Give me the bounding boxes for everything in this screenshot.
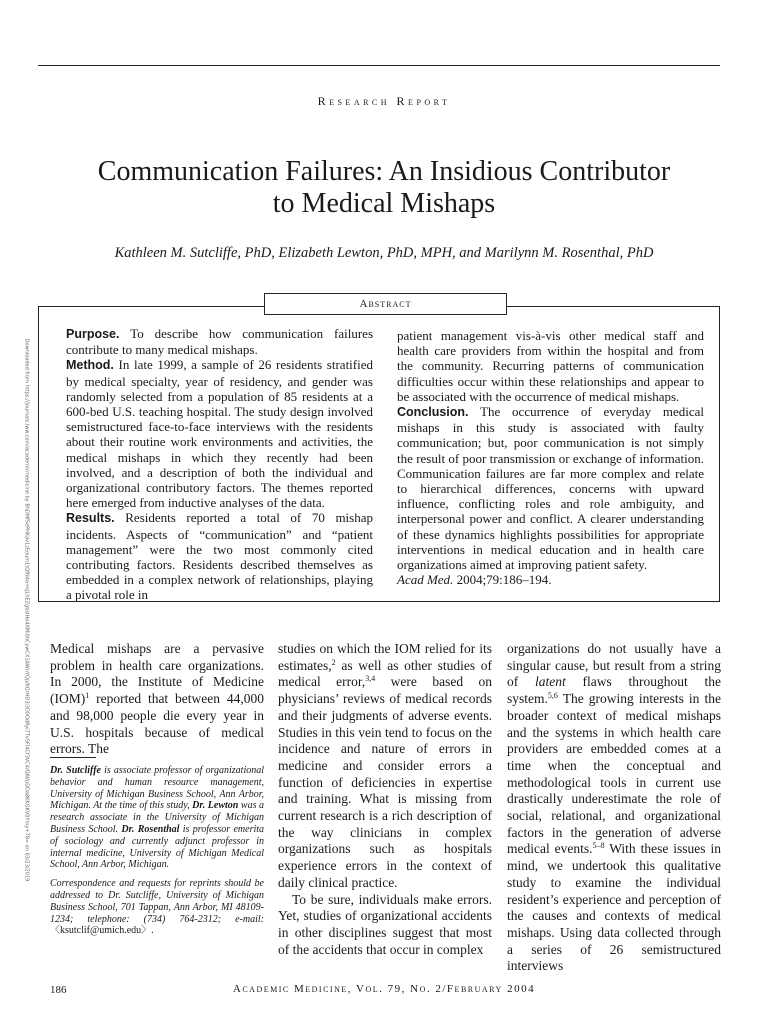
body-text: studies on which the IOM relied for its estimates, [278, 641, 492, 673]
article-title [30, 156, 738, 220]
conclusion-label: Conclusion. [397, 405, 469, 420]
body-text: were based on physicians’ reviews of medical records and their judgments of adverse events. Studies in this vein tend to focus on the incidence and nature of errors in medicine and consider errors a function of deficiencies in expertise and training. What is missing from current research is a rich description of the way clinicians in complex organizations such as hospitals experience errors in the context of daily clinical practice. [278, 674, 493, 890]
purpose-text: To describe how communication failures contribute to many medical mishaps. [66, 326, 373, 358]
italic-term: latent [535, 674, 566, 690]
download-watermark-text: Downloaded from https://journals.lww.com/academicmedicine by BhDMf5ePHKav1zEoum1tQfN4a+kJLhEZgbsIHo4XMi0hCywCX1AWnYQp/IlQrHD3i3D0OdRyi7TvSFl4Cf3VC4/OAVpDDa8KKGKV0Ymy+78= on 03/23/2019 [23, 338, 30, 882]
citation-details: 2004;79:186–194. [456, 572, 552, 588]
abstract-purpose [66, 326, 373, 357]
note-text: is professor emerita of sociology and currently adjunct professor in internal medicine, University of Michigan Medical School, Ann Arbor, Michigan. [50, 823, 265, 871]
title-line-2: to Medical Mishaps [272, 188, 496, 219]
citation-journal: Acad Med. [397, 572, 454, 588]
results-label: Results. [66, 511, 115, 526]
method-label: Method. [66, 358, 114, 373]
body-text: With these issues in mind, we undertook this qualitative study to examine the individual resident’s experience and perception of the causes and contexts of medical mishaps. Using data collected through a series of 26 semistructured interviews [507, 841, 721, 974]
body-paragraph [278, 641, 492, 892]
author-name: Dr. Lewton [192, 800, 239, 812]
abstract-citation [397, 572, 704, 587]
citation-ref: 5–8 [592, 841, 605, 851]
abstract-method [66, 357, 373, 510]
purpose-label: Purpose. [66, 327, 120, 341]
body-paragraph [507, 641, 721, 975]
citation-ref: 3,4 [365, 674, 376, 684]
body-column-1 [50, 641, 264, 758]
top-rule [38, 65, 720, 66]
results-continued: patient management vis-à-vis other medical staff and health care providers from within the hospital and from the community. Recurring patterns of communication difficulties occur within these relationships and appear to be associated with the occurrence of medical mishaps. [397, 328, 704, 404]
note-text: is associate professor of organizational behavior and human resource management, University of Michigan Business School, Ann Arbor, Michigan. At the time of this study, [50, 765, 264, 812]
results-text: Residents reported a total of 70 mishap incidents. Aspects of “communication” and “patient management” were the two most commonly cited contributing factors. Residents described themselves as embedded in a complex network of relationships, playing a pivotal role in [66, 510, 373, 603]
abstract-left-column [66, 326, 373, 603]
citation-ref: 1 [85, 691, 90, 701]
note-text: Correspondence and requests for reprints should be addressed to Dr. Sutcliffe, University of Michigan Business School, 701 Tappan, Ann Arbor, MI 48109-1234; telephone: (734) 764-2312; e-mail: [50, 878, 264, 925]
body-text: reported that between 44,000 and 98,000 people die every year in U.S. hospitals because of medical errors. The [50, 691, 264, 757]
running-footer: Academic Medicine, Vol. 79, No. 2/February 2004 [232, 983, 536, 995]
body-text: organizations do not usually have a singular cause, but result from a string of [507, 641, 721, 690]
correspondence-note [50, 878, 264, 937]
citation-ref: 2 [331, 657, 336, 667]
title-line-1: Communication Failures: An Insidious Contributor [97, 156, 671, 187]
author-list: Kathleen M. Sutcliffe, PhD, Elizabeth Lewton, PhD, MPH, and Marilynn M. Rosenthal, PhD [114, 245, 654, 261]
author-affiliations [50, 765, 264, 871]
body-column-2 [278, 641, 492, 958]
note-text: was a research associate in the University of Michigan Business School. [50, 800, 265, 835]
body-paragraph: To be sure, individuals make errors. Yet, studies of organizational accidents in other disciplines suggest that most of the accidents that occur in complex [278, 891, 492, 957]
author-name: Dr. Sutcliffe [50, 765, 101, 776]
citation-ref: 5,6 [547, 691, 558, 701]
body-text: flaws throughout the system. [507, 674, 722, 707]
conclusion-text: The occurrence of everyday medical mishaps in this study is associated with faulty communication; but, poor communication is not simply the result of poor transmission or exchange of information. Communication failures are far more complex and relate to hierarchical differences, concerns with upward influence, conflicting roles and role ambiguity, and interpersonal power and conflict. A clearer understanding of these dynamics highlights possibilities for appropriate interventions in medical education and in health care organizations aimed at improving patient safety. [397, 404, 704, 573]
method-text: In late 1999, a sample of 26 residents stratified by medical specialty, year of residency, and gender was randomly selected from a population of 85 residents at a 600-bed U.S. teaching hospital. The study design involved semistructured face-to-face interviews with the residents about their routine work environments and activities, the medical mishaps in which they recently had been involved, and a description of both the individual and organizational contributory factors. The themes reported here emerged from inductive analyses of the data. [66, 357, 374, 511]
body-text: The growing interests in the broader context of medical mishaps and the systems in which health care providers are embedded comes at a time when the conceptual and methodological tools in current use drastically underestimate the role of social, relational, and organizational factors in the generation of adverse medical events. [507, 691, 722, 857]
email-link[interactable]: 〈ksutclif@umich.edu〉. [50, 925, 154, 937]
abstract-label: Abstract [264, 293, 507, 315]
body-text: as well as other studies of medical error, [278, 657, 493, 690]
download-watermark [22, 270, 30, 950]
footnote-rule [50, 757, 96, 758]
page-number: 186 [50, 984, 67, 996]
abstract-conclusion [397, 404, 704, 572]
intro-paragraph [50, 641, 264, 758]
section-label: Research Report [317, 94, 451, 108]
abstract-right-column [397, 328, 704, 587]
body-column-3 [507, 641, 721, 975]
abstract-results [66, 510, 373, 602]
author-name: Dr. Rosenthal [121, 823, 180, 835]
author-notes [50, 765, 264, 944]
body-text: Medical mishaps are a pervasive problem in health care organizations. In 2000, the Institute of Medicine (IOM) [50, 641, 264, 707]
